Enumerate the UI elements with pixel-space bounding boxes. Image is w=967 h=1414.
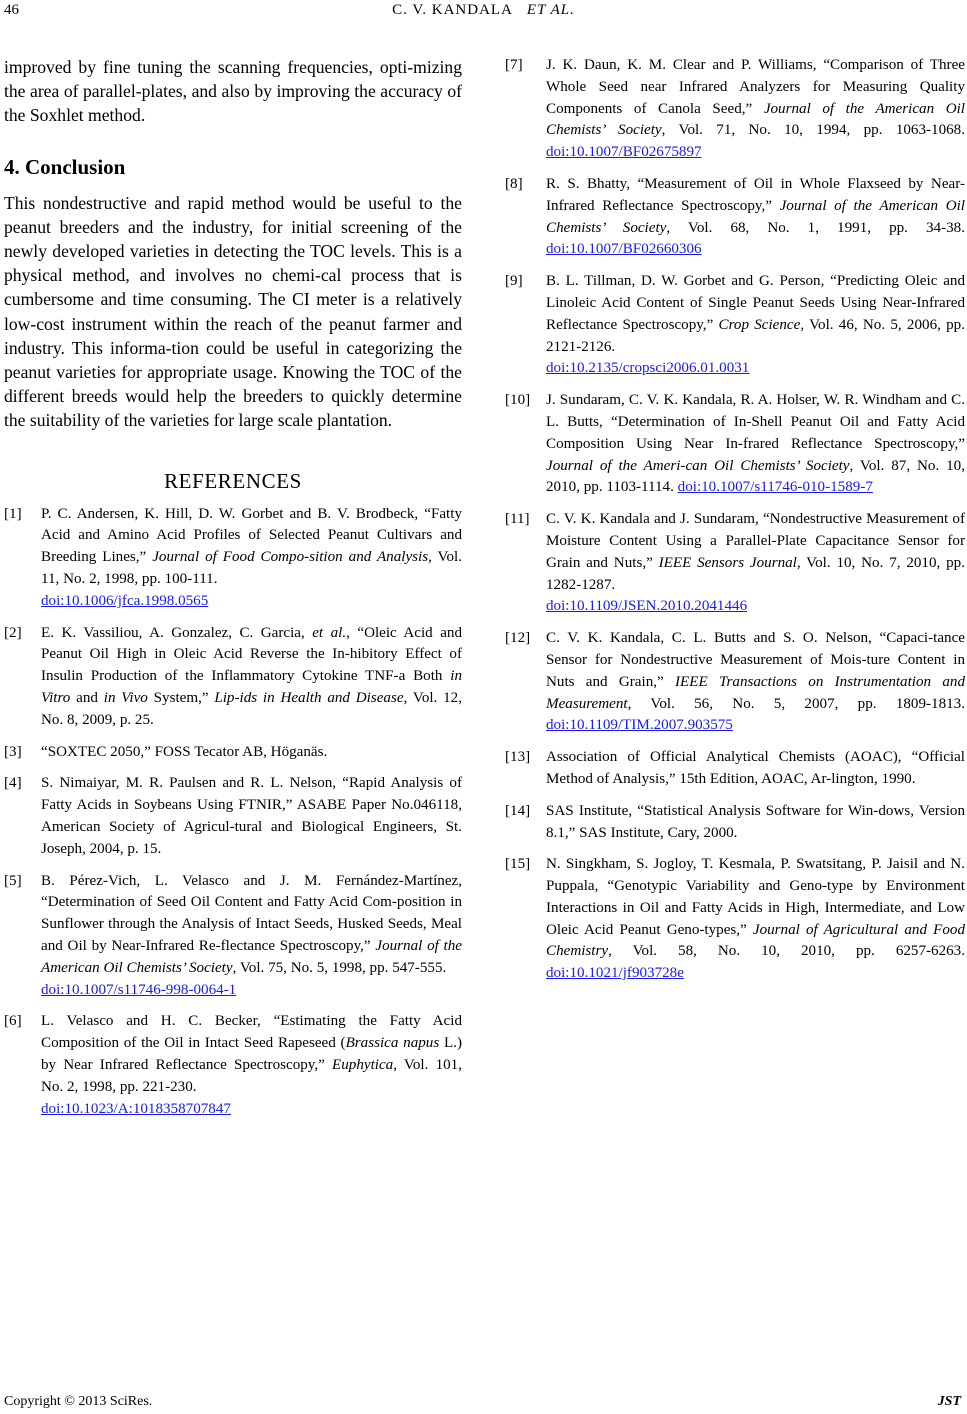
reference-number: [10]: [505, 392, 531, 409]
reference-number: [4]: [4, 775, 22, 792]
reference-item: [2] E. K. Vassiliou, A. Gonzalez, C. Garcia, et al., “Oleic Acid and Peanut Oil High in Oleic Acid Reverse the In-hibitory Effect of Insulin Production of the Inflammatory Cytokine TNF-a Both in Vitro and in Vivo System,” Lip-ids in Health and Disease, Vol. 12, No. 8, 2009, p. 25.: [4, 624, 462, 728]
reference-number: [15]: [505, 856, 531, 873]
reference-number: [5]: [4, 872, 22, 889]
doi-link[interactable]: doi:10.1023/A:1018358707847: [41, 1100, 231, 1117]
reference-item: [14] SAS Institute, “Statistical Analysis Software for Win-dows, Version 8.1,” SAS Institute, Cary, 2000.: [505, 802, 965, 841]
reference-item: [10] J. Sundaram, C. V. K. Kandala, R. A. Holser, W. R. Windham and C. L. Butts, “Determination of In-Shell Peanut Oil and Fatty Acid Composition Using Near In-frared Reflectance Spectroscopy,” Journal of the Ameri-can Oil Chemists’ Society, Vol. 87, No. 10, 2010, pp. 1103-1114. doi:10.1007/s11746-010-1589-7: [505, 392, 965, 496]
reference-item: [15] N. Singkham, S. Jogloy, T. Kesmala, P. Swatsitang, P. Jaisil and N. Puppala, “Genotypic Variability and Geno-type by Environment Interactions in Oil and Fatty Acids in High, Intermediate, and Low Oleic Acid Peanut Geno-types,” Journal of Agricultural and Food Chemistry, Vol. 58, No. 10, 2010, pp. 6257-6263. doi:10.1021/jf903728e: [505, 856, 965, 982]
reference-number: [1]: [4, 505, 22, 522]
doi-link[interactable]: doi:10.1109/JSEN.2010.2041446: [546, 598, 748, 615]
journal-abbrev: JST: [937, 1394, 961, 1409]
reference-number: [6]: [4, 1013, 22, 1030]
reference-item: [5] B. Pérez-Vich, L. Velasco and J. M. Fernández-Martínez, “Determination of Seed Oil Content and Fatty Acid Com-position in Sunflower through the Analysis of Intact Seeds, Husked Seeds, Meal and Oil by Near-Infrared Re-flectance Spectroscopy,” Journal of the American Oil Chemists’ Society, Vol. 75, No. 5, 1998, pp. 547-555. doi:10.1007/s11746-998-0064-1: [4, 872, 463, 998]
reference-number: [12]: [505, 630, 531, 647]
running-header: [0, 2, 967, 24]
intro-paragraph: improved by fine tuning the scanning frequencies, opti-mizing the area of parallel-plates, and also by improving the accuracy of the Soxhlet method.: [4, 57, 462, 126]
reference-item: [9] B. L. Tillman, D. W. Gorbet and G. Person, “Predicting Oleic and Linoleic Acid Content of Single Peanut Seeds Using Near-Infrared Reflectance Spectroscopy,” Crop Science, Vol. 46, No. 5, 2006, pp. 2121-2126. doi:10.2135/cropsci2006.01.0031: [505, 273, 965, 377]
section-title: 4. Conclusion: [4, 154, 126, 179]
reference-number: [7]: [505, 57, 523, 73]
left-column: [4, 55, 462, 1130]
doi-link[interactable]: doi:10.1007/BF02675897: [546, 144, 702, 161]
reference-number: [8]: [505, 175, 523, 192]
doi-link[interactable]: doi:10.1007/s11746-998-0064-1: [41, 981, 237, 998]
doi-link[interactable]: doi:10.1109/TIM.2007.903575: [546, 717, 733, 734]
page-number: 46: [4, 2, 19, 18]
running-title: [0, 2, 967, 19]
doi-link[interactable]: doi:10.1007/s11746-010-1589-7: [677, 479, 873, 496]
reference-item: [13] Association of Official Analytical Chemists (AOAC), “Official Method of Analysis,” 15th Edition, AOAC, Ar-lington, 1990.: [505, 749, 965, 787]
doi-link[interactable]: doi:10.1007/BF02660306: [546, 241, 702, 258]
reference-item: [8] R. S. Bhatty, “Measurement of Oil in Whole Flaxseed by Near-Infrared Reflectance Spectroscopy,” Journal of the American Oil Chemists’ Society, Vol. 68, No. 1, 1991, pp. 34-38. doi:10.1007/BF02660306: [505, 175, 966, 258]
references-heading: REFERENCES: [164, 468, 302, 493]
copyright-text: Copyright © 2013 SciRes.: [4, 1394, 153, 1409]
reference-item: [3] “SOXTEC 2050,” FOSS Tecator AB, Höganäs.: [4, 742, 462, 764]
reference-number: [3]: [4, 743, 22, 760]
reference-number: [11]: [505, 511, 530, 528]
running-title-authors: C. V. KANDALA: [392, 2, 513, 18]
reference-item: [1] P. C. Andersen, K. Hill, D. W. Gorbet and B. V. Brodbeck, “Fatty Acid and Amino Acid Profiles of Selected Peanut Cultivars and Breeding Lines,” Journal of Food Compo-sition and Analysis, Vol. 11, No. 2, 1998, pp. 100-111. doi:10.1006/jfca.1998.0565: [4, 505, 463, 609]
reference-item: [12] C. V. K. Kandala, C. L. Butts and S. O. Nelson, “Capaci-tance Sensor for Nondestructive Measurement of Mois-ture Content in Nuts and Grain,” IEEE Transactions on Instrumentation and Measurement, Vol. 56, No. 5, 2007, pp. 1809-1813. doi:10.1109/TIM.2007.903575: [505, 630, 966, 734]
right-column: [505, 55, 965, 995]
reference-item: [7] J. K. Daun, K. M. Clear and P. Williams, “Comparison of Three Whole Seed near Infrared Analyzers for Measuring Quality Components of Canola Seed,” Journal of the American Oil Chemists’ Society, Vol. 71, No. 10, 1994, pp. 1063-1068. doi:10.1007/BF02675897: [505, 57, 966, 161]
reference-item: [11] C. V. K. Kandala and J. Sundaram, “Nondestructive Measurement of Moisture Content Using a Parallel-Plate Capacitance Sensor for Grain and Nuts,” IEEE Sensors Journal, Vol. 10, No. 7, 2010, pp. 1282-1287. doi:10.1109/JSEN.2010.2041446: [505, 511, 965, 615]
reference-item: [4] S. Nimaiyar, M. R. Paulsen and R. L. Nelson, “Rapid Analysis of Fatty Acids in Soybeans Using FTNIR,” ASABE Paper No.046118, American Society of Agricul-tural and Biological Engineers, St. Joseph, 2004, p. 15.: [4, 775, 462, 857]
doi-link[interactable]: doi:10.1021/jf903728e: [546, 965, 684, 982]
reference-number: [9]: [505, 273, 523, 290]
reference-number: [14]: [505, 802, 531, 819]
running-title-etal: ET AL.: [526, 2, 575, 18]
doi-link[interactable]: doi:10.2135/cropsci2006.01.0031: [546, 360, 750, 377]
conclusion-paragraph: This nondestructive and rapid method would be useful to the peanut breeders and the industry, for initial screening of the newly developed varieties in detecting the TOC levels. This is a physical method, and involves no chemi-cal process that is cumbersome and time consuming. The CI meter is a relatively low-cost instrument within the reach of the peanut farmer and industry. This informa-tion could be useful in categorizing the peanut varieties for appropriate usage. Knowing the TOC of the different breeds would help the breeders to quickly determine the suitability of the varieties for large scale plantation.: [4, 192, 462, 431]
reference-number: [13]: [505, 749, 531, 766]
reference-item: [6] L. Velasco and H. C. Becker, “Estimating the Fatty Acid Composition of the Oil in Intact Seed Rapeseed (Brassica napus L.) by Near Infrared Reflectance Spectroscopy,” Euphytica, Vol. 101, No. 2, 1998, pp. 221-230. doi:10.1023/A:1018358707847: [4, 1013, 463, 1117]
doi-link[interactable]: doi:10.1006/jfca.1998.0565: [41, 592, 209, 609]
reference-number: [2]: [4, 624, 22, 641]
